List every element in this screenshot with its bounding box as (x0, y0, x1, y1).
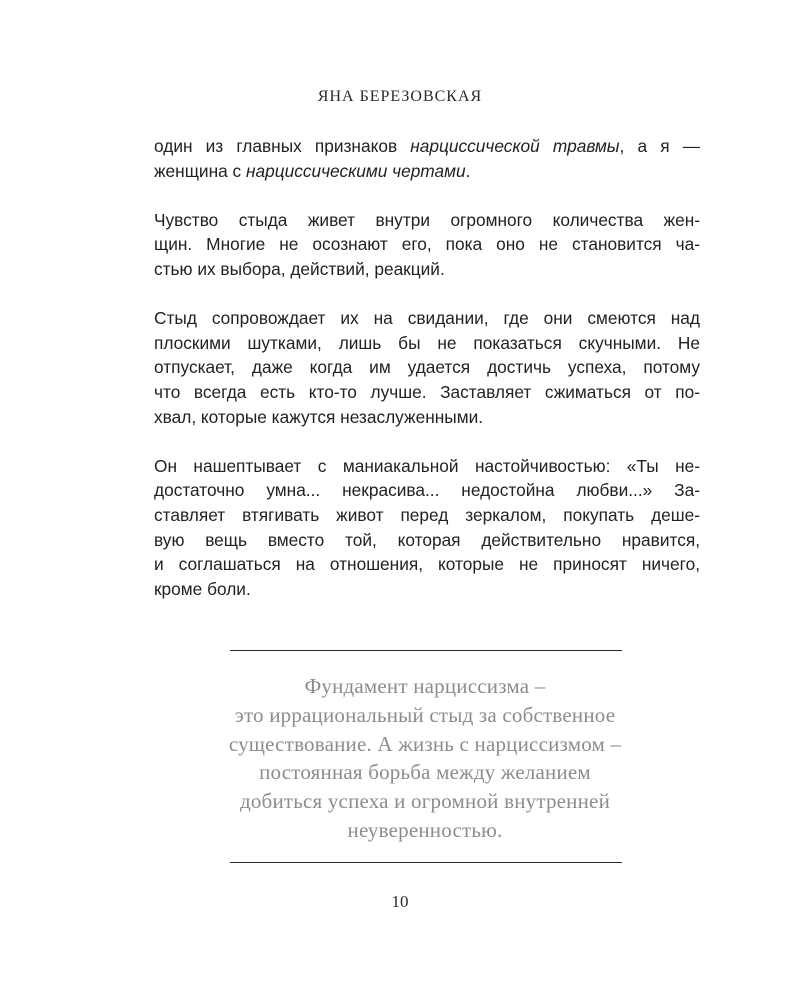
text-run: один из главных признаков (154, 136, 411, 156)
text-line (154, 380, 700, 405)
text-run: ставляет втягивать живот перед зеркалом, покупать деше- (154, 504, 700, 525)
pull-quote-line: неуверенностью. (347, 817, 503, 842)
text-run: хвал, которые кажутся незаслуженными. (154, 406, 484, 427)
text-line (154, 331, 700, 356)
text-run: что всегда есть кто-то лучше. Заставляет сжиматься от по- (154, 381, 700, 402)
emphasized-term: нарциссическими чертами (245, 160, 466, 181)
text-line (154, 257, 700, 282)
body-text (154, 134, 700, 626)
pull-quote-line: Фундамент нарциссизма – (304, 674, 546, 698)
text-line (154, 306, 700, 331)
paragraph (154, 134, 700, 183)
text-run: Чувство стыда живет внутри огромного количества жен- (154, 209, 700, 230)
text-line (154, 405, 700, 430)
text-run: достаточно умна... некрасива... недостойна любви...» За- (154, 480, 700, 501)
text-run: стью их выбора, действий, реакций. (154, 258, 445, 279)
text-run: и соглашаться на отношения, которые не приносят ничего, (154, 554, 700, 575)
text-run: кроме боли. (154, 578, 251, 599)
quote-rule-top (230, 650, 622, 651)
text-line (154, 134, 700, 159)
page-number: 10 (391, 892, 409, 911)
text-line (154, 159, 700, 184)
text-line (154, 552, 700, 577)
text-line (154, 208, 700, 233)
text-line (154, 503, 700, 528)
paragraph (154, 454, 700, 602)
pull-quote-line: существование. А жизнь с нарциссизмом – (228, 731, 622, 756)
paragraph (154, 306, 700, 429)
text-line (154, 577, 700, 602)
text-run: щин. Многие не осознают его, пока оно не становится ча- (154, 234, 700, 255)
emphasized-term: нарциссической травмы (410, 136, 620, 156)
pull-quote-line: добиться успеха и огромной внутренней (239, 789, 611, 814)
text-run: Он нашептывает с маниакальной настойчивостью: «Ты не- (154, 455, 700, 476)
text-run: вую вещь вместо той, которая действительно нравится, (154, 529, 700, 550)
text-run: отпускает, даже когда им удается достичь успеха, потому (154, 357, 700, 378)
paragraph (154, 208, 700, 282)
quote-rule-bottom (230, 862, 622, 863)
text-line (154, 355, 700, 380)
pull-quote (150, 672, 700, 845)
pull-quote-line: это иррациональный стыд за собственное (234, 702, 616, 727)
text-run: Стыд сопровождает их на свидании, где они смеются над (154, 308, 700, 329)
text-line (154, 454, 700, 479)
text-run: . (465, 160, 471, 181)
pull-quote-line: постоянная борьба между желанием (259, 760, 591, 785)
text-line (154, 232, 700, 257)
text-run: женщина с (154, 160, 246, 181)
text-line (154, 478, 700, 503)
text-run: , а я — (619, 136, 700, 156)
text-line (154, 528, 700, 553)
text-run: плоскими шутками, лишь бы не показаться скучными. Не (154, 332, 700, 353)
running-head: ЯНА БЕРЕЗОВСКАЯ (317, 88, 483, 105)
